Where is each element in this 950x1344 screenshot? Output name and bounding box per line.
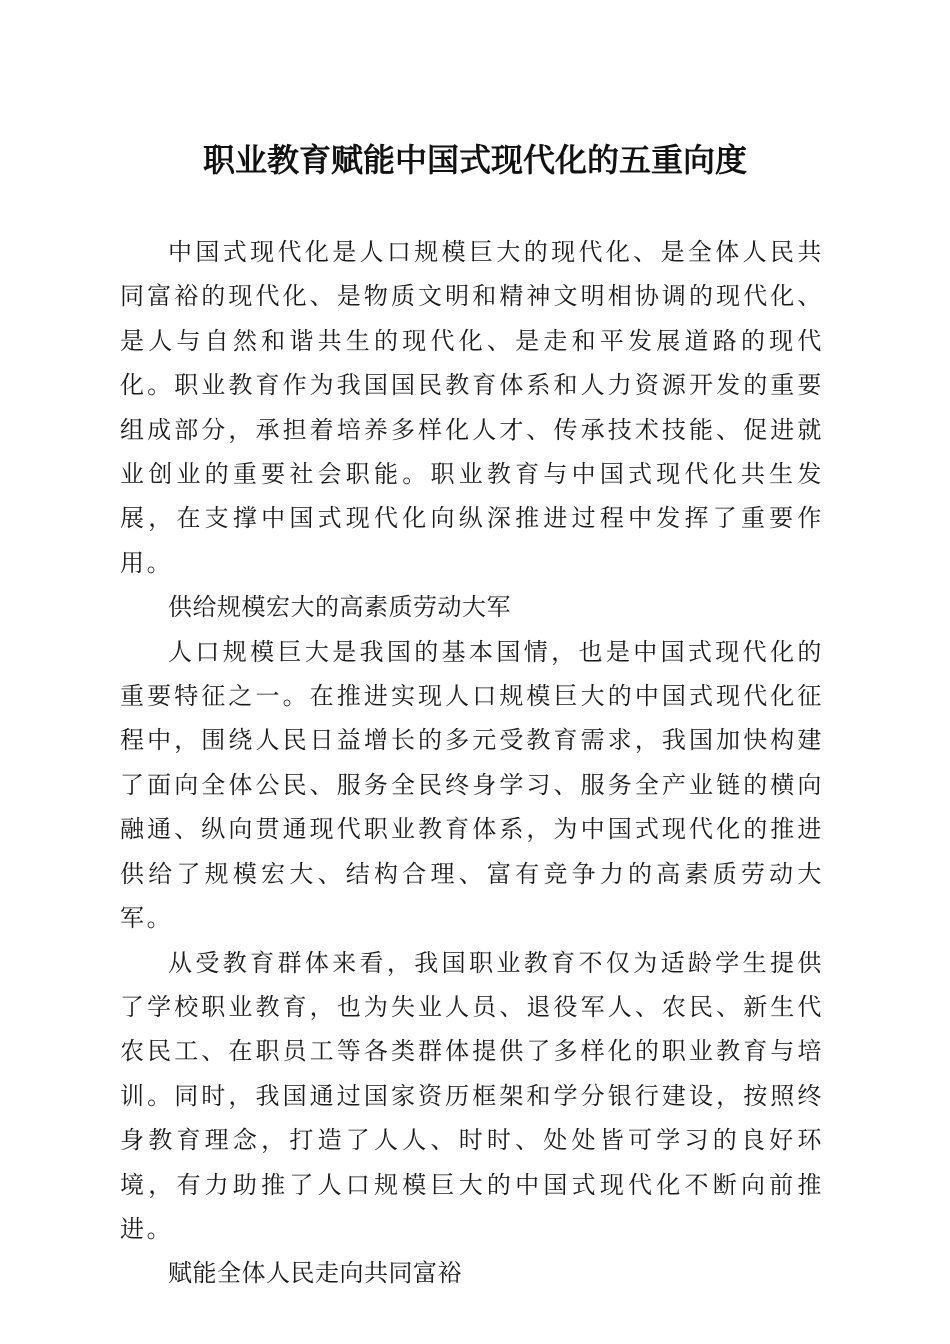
paragraph-population-scale: 人口规模巨大是我国的基本国情，也是中国式现代化的重要特征之一。在推进实现人口规模巨大的中国式现代化征程中，围绕人民日益增长的多元受教育需求，我国加快构建了面向全体公民、服务全民终身学习、服务全产业链的横向融通、纵向贯通现代职业教育体系，为中国式现代化的推进供给了规模宏大、结构合理、富有竞争力的高素质劳动大军。	[120, 637, 824, 933]
document-title: 职业教育赋能中国式现代化的五重向度	[202, 141, 747, 179]
document-body	[120, 230, 824, 1296]
section-heading-common-prosperity: 赋能全体人民走向共同富裕	[168, 1259, 462, 1288]
paragraph-education-groups: 从受教育群体来看，我国职业教育不仅为适龄学生提供了学校职业教育，也为失业人员、退役军人、农民、新生代农民工、在职员工等各类群体提供了多样化的职业教育与培训。同时，我国通过国家资历框架和学分银行建设，按照终身教育理念，打造了人人、时时、处处皆可学习的良好环境，有力助推了人口规模巨大的中国式现代化不断向前推进。	[120, 948, 824, 1243]
paragraph-intro: 中国式现代化是人口规模巨大的现代化、是全体人民共同富裕的现代化、是物质文明和精神文明相协调的现代化、是人与自然和谐共生的现代化、是走和平发展道路的现代化。职业教育作为我国国民教育体系和人力资源开发的重要组成部分，承担着培养多样化人才、传承技术技能、促进就业创业的重要社会职能。职业教育与中国式现代化共生发展，在支撑中国式现代化向纵深推进过程中发挥了重要作用。	[120, 238, 824, 577]
section-heading-labor-force: 供给规模宏大的高素质劳动大军	[168, 593, 511, 622]
